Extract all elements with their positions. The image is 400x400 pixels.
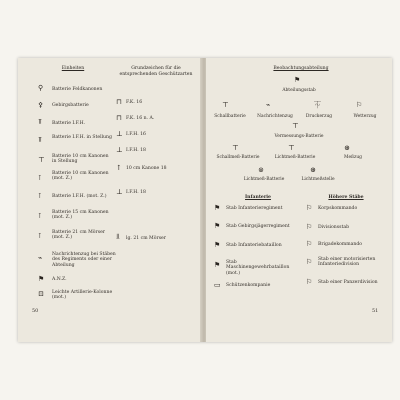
row-ref: 10 cm Kanone 18 [126, 166, 167, 171]
item-label: Stab Gebirgsjägerregiment [226, 224, 290, 229]
howitzer-position-icon: ⫪ [38, 136, 42, 144]
row-label: Batterie I.F.H. (mot. Z.) [52, 194, 107, 199]
label-signal-platoon: Nachrichtenzug [257, 114, 293, 119]
cannon-symbol-icon: ↑ [116, 164, 122, 172]
motorized-howitzer-icon: ⊺ [38, 192, 42, 200]
division-flag-icon: ⚐ [306, 223, 313, 231]
survey-battery-icon: ⊤ [292, 122, 299, 130]
row-ref: I.F.H. 16 [126, 132, 146, 137]
flash-battery-icon: ⊚ [258, 166, 264, 174]
units-column-header: Einheiten [61, 66, 85, 71]
signal-platoon-icon: ⌁ [38, 254, 43, 262]
label-flash-battery: Lichtmeß-Batterie [243, 177, 285, 182]
item-label: Divisionsstab [318, 225, 350, 230]
printing-platoon-icon: ⏇ [314, 101, 321, 109]
mountain-regiment-flag-icon: ⚑ [214, 222, 221, 230]
row-label: Batterie 21 cm Mörser (mot. Z.) [52, 230, 106, 241]
page-number: 50 [32, 308, 39, 314]
staff-header: Höhere Stäbe [328, 195, 364, 200]
gun-symbol-icon: ⊓ [116, 114, 122, 122]
gun-symbol-icon: ⊥ [116, 146, 123, 154]
field-gun-icon: ⚲ [38, 84, 44, 92]
row-ref: I.F.H. 18 [126, 148, 146, 153]
mg-battalion-flag-icon: ⚑ [214, 261, 221, 269]
sound-battery-icon: ⊤ [222, 101, 229, 109]
row-label: Batterie I.F.H. in Stellung [52, 135, 112, 140]
row-label: Batterie 15 cm Kanonen (mot. Z.) [52, 210, 109, 221]
row-ref: F.K. 16 [126, 100, 143, 105]
cannon-position-icon: ⊤ [38, 156, 45, 164]
row-label: Batterie 10 cm Kanonen in Stellung [52, 154, 109, 165]
item-label: Stab Infanterieregiment [226, 206, 283, 211]
gun-symbol-icon: ⊓ [116, 98, 122, 106]
item-label: Stab Infanteriebataillon [226, 243, 282, 248]
left-page [18, 58, 202, 342]
row-label: Batterie I.F.H. [52, 121, 86, 126]
right-page [206, 58, 392, 342]
row-label: Gebirgsbatterie [52, 103, 89, 108]
survey-platoon-icon: ⊛ [344, 144, 350, 152]
row-label: Batterie 10 cm Kanonen (mot. Z.) [52, 171, 109, 182]
label-flash-station: Lichtmeßstelle [301, 177, 335, 182]
open-book [18, 58, 392, 342]
howitzer-battery-icon: ⫪ [38, 118, 42, 126]
item-label: Stab einer Panzerdivision [318, 280, 378, 285]
mountain-battery-icon: ⚴ [38, 101, 44, 109]
label-sound-battery: Schallbatterie [214, 114, 246, 119]
label-survey-battery: Vermessungs-Batterie [274, 134, 324, 139]
item-label: Schützenkompanie [226, 283, 271, 288]
item-label: Stab Maschinengewehrbataillon (mot.) [226, 260, 290, 276]
label-survey-platoon: Meßzug [344, 155, 362, 160]
gun-symbol-icon: ⊥ [116, 130, 123, 138]
gun-symbol-icon: ⊥ [116, 188, 123, 196]
flash-station-icon: ⊛ [310, 166, 316, 174]
weather-platoon-icon: ⚐ [356, 101, 363, 109]
label-weather-platoon: Wetterzug [353, 114, 377, 119]
anz-icon: ⚑ [38, 275, 45, 283]
rifle-company-icon: ▭ [214, 281, 221, 289]
sound-ranging-icon: ⊤ [232, 144, 239, 152]
mortar-symbol-icon: ⫫ [116, 232, 120, 240]
row-ref: lg. 21 cm Mörser [126, 236, 166, 241]
flash-ranging-icon: ⊤ [288, 144, 295, 152]
row-label: A.N.Z. [52, 277, 67, 282]
infantry-header: Infanterie [245, 195, 271, 200]
battalion-flag-icon: ⚑ [214, 241, 221, 249]
row-ref: I.F.H. 18 [126, 190, 146, 195]
brigade-flag-icon: ⚐ [306, 240, 313, 248]
motorized-cannon-icon: ⊺ [38, 174, 42, 182]
signal-platoon-icon: ⌁ [266, 101, 271, 109]
item-label: Korpskommando [318, 206, 358, 211]
regiment-flag-icon: ⚑ [214, 204, 221, 212]
motorized-division-flag-icon: ⚐ [306, 258, 313, 266]
item-label: Brigadekommando [318, 242, 363, 247]
label-flash-ranging: Lichtmeß-Batterie [274, 155, 316, 160]
mortar-battery-icon: ⊺ [38, 232, 42, 240]
row-label: Batterie Feldkanonen [52, 87, 103, 92]
artillery-column-icon: ⊡ [38, 290, 44, 298]
label-printing-platoon: Druckerzug [305, 114, 333, 119]
staff-flag-icon: ⚑ [294, 76, 301, 84]
staff-label: Abteilungsstab [282, 88, 316, 93]
heavy-cannon-icon: ⊺ [38, 212, 42, 220]
item-label: Stab einer motorisierten Infanteriedivision [318, 257, 376, 268]
section-title: Beobachtungsabteilung [273, 66, 329, 71]
corps-flag-icon: ⚐ [306, 204, 313, 212]
page-number: 51 [372, 308, 379, 314]
panzer-division-flag-icon: ⚐ [306, 278, 313, 286]
symbols-column-header: Grundzeichen für die entsprechenden Geschützarten [119, 66, 193, 77]
row-label: Leichte Artillerie-Kolonne (mot.) [52, 290, 113, 301]
row-label: Nachrichtenzug bei Stäben des Regiments oder einer Abteilung [52, 252, 116, 268]
label-sound-ranging: Schallmeß-Batterie [216, 155, 260, 160]
row-ref: F.K. 16 n. A. [126, 116, 155, 121]
